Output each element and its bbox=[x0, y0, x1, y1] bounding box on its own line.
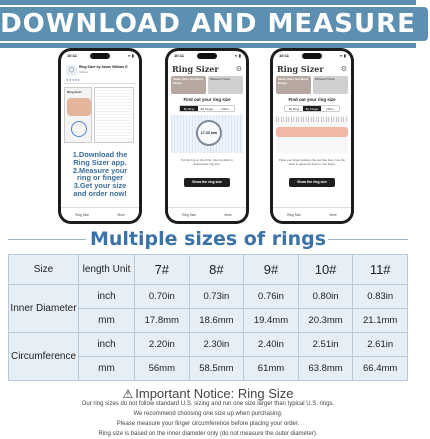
table-cell: 18.6mm bbox=[189, 309, 244, 333]
table-row bbox=[9, 285, 408, 309]
table-cell: 21.1mm bbox=[353, 309, 408, 333]
header-size-11: 11# bbox=[353, 255, 408, 285]
notice-line: Our ring sizes do not follow standard U.S. sizing and run one size larger than typical U.S. rings. bbox=[81, 401, 335, 407]
banner-title: DOWNLOAD AND MEASURE bbox=[0, 5, 430, 43]
tab-ring-size[interactable]: Ring Size bbox=[75, 212, 89, 217]
tab-more[interactable]: More bbox=[117, 212, 125, 217]
show-ring-size-button[interactable]: Show the ring size bbox=[289, 178, 335, 187]
status-time: 10:11 bbox=[174, 53, 185, 58]
app-header-title: Ring Sizer bbox=[277, 63, 324, 74]
app-screenshot-hand bbox=[64, 87, 92, 143]
app-header bbox=[172, 62, 242, 75]
phone-screen bbox=[61, 51, 139, 221]
table-cell: 58.5mm bbox=[189, 357, 244, 381]
screenshot-title: Ring Sizer bbox=[67, 90, 82, 94]
dynamic-island bbox=[197, 53, 217, 59]
tab-by-ring[interactable]: By Ring bbox=[180, 106, 198, 111]
notice-title: Important Notice: Ring Size bbox=[135, 386, 294, 401]
tab-ring-size[interactable]: Ring Size bbox=[287, 212, 301, 217]
table-cell: 0.80in bbox=[298, 285, 353, 309]
header-size-9: 9# bbox=[244, 255, 299, 285]
table-cell: 0.70in bbox=[135, 285, 190, 309]
promo-phones[interactable]: Phones? Free bbox=[313, 76, 348, 94]
table-cell: 0.83in bbox=[353, 285, 408, 309]
ring-size-readout: 17.33 mm bbox=[200, 131, 218, 135]
dynamic-island bbox=[90, 53, 110, 59]
notice-text bbox=[0, 399, 416, 439]
promo-banners bbox=[276, 76, 348, 94]
rating-stars: ★★★★★ bbox=[66, 78, 81, 82]
table-header-row bbox=[9, 255, 408, 285]
promo-banners bbox=[171, 76, 243, 94]
tab-by-finger[interactable]: By Finger bbox=[200, 107, 214, 111]
table-cell: 20.3mm bbox=[298, 309, 353, 333]
table-cell: 2.61in bbox=[353, 333, 408, 357]
step-line: Ring Sizer app. bbox=[73, 157, 127, 167]
phones-showcase bbox=[0, 48, 416, 226]
ring-circle-target[interactable] bbox=[196, 120, 222, 146]
signal-battery-icon: ▪▪ ▮ bbox=[339, 53, 346, 58]
tab-bar bbox=[273, 207, 351, 221]
header-size-10: 10# bbox=[298, 255, 353, 285]
ring-circle-icon bbox=[71, 121, 87, 137]
tab-more[interactable]: More bbox=[329, 212, 337, 217]
table-cell: 66.4mm bbox=[353, 357, 408, 381]
table-cell: 56mm bbox=[135, 357, 190, 381]
show-ring-size-button[interactable]: Show the ring size bbox=[184, 178, 230, 187]
ring-measure-area bbox=[171, 115, 243, 153]
unit-mm: mm bbox=[79, 357, 135, 381]
phone-screen bbox=[168, 51, 246, 221]
table-cell: 19.4mm bbox=[244, 309, 299, 333]
find-size-title: Find out your ring size bbox=[288, 97, 336, 102]
app-screenshot-chart bbox=[94, 87, 134, 143]
promo-phones[interactable]: Phones? Free bbox=[208, 76, 243, 94]
tab-more[interactable]: More bbox=[224, 212, 232, 217]
app-title: Ring Sizer by Jason William G bbox=[79, 65, 128, 69]
tab-other[interactable]: Other bbox=[326, 107, 334, 111]
step-line: 1.Download the bbox=[72, 150, 128, 159]
tab-by-finger[interactable]: By Finger bbox=[303, 106, 321, 111]
step-line: ring or finger bbox=[77, 173, 123, 183]
table-row bbox=[9, 333, 408, 357]
promo-stack-sizer[interactable]: Stack Sizer Get Many Rings! bbox=[276, 76, 311, 94]
ruler-ticks bbox=[276, 117, 348, 122]
status-time: 10:11 bbox=[279, 53, 290, 58]
mode-tabs bbox=[284, 105, 340, 112]
unit-mm: mm bbox=[79, 309, 135, 333]
header-size-8: 8# bbox=[189, 255, 244, 285]
status-time: 10:11 bbox=[67, 53, 78, 58]
tab-ring-size[interactable]: Ring Size bbox=[182, 212, 196, 217]
instruction-text: Place your finger between the two blue lines. Use the slider to adjust the lines to your finger. bbox=[279, 158, 345, 166]
table-cell: 0.76in bbox=[244, 285, 299, 309]
circumference-label: Circumference bbox=[9, 333, 79, 381]
tab-bar bbox=[61, 207, 139, 221]
table-cell: 0.73in bbox=[189, 285, 244, 309]
header-size: Size bbox=[9, 255, 79, 285]
table-cell: 2.40in bbox=[244, 333, 299, 357]
unit-inch: inch bbox=[79, 333, 135, 357]
header-size-7: 7# bbox=[135, 255, 190, 285]
phone-by-finger bbox=[270, 48, 354, 224]
instruction-text: Put the ring on the circle. Use the slider to determinate ring size. bbox=[181, 158, 233, 166]
tab-other[interactable]: Other bbox=[221, 107, 229, 111]
table-cell: 2.20in bbox=[135, 333, 190, 357]
finger-measure-area bbox=[276, 115, 348, 153]
signal-battery-icon: ▪▪ ▮ bbox=[234, 53, 241, 58]
inner-diameter-label: Inner Diameter bbox=[9, 285, 79, 333]
title-divider-right bbox=[328, 239, 408, 240]
top-banner bbox=[0, 0, 416, 48]
app-header bbox=[277, 62, 347, 75]
step-line: 3.Get your size bbox=[73, 181, 127, 191]
step-line: 2.Measure your bbox=[72, 165, 128, 175]
phone-app-store bbox=[58, 48, 142, 224]
finger-image bbox=[276, 127, 348, 137]
notice-line: Ring size is based on the inner diameter only (do not measure the outer diameter). bbox=[98, 431, 318, 437]
warning-icon: ⚠ bbox=[122, 387, 134, 401]
app-subtitle: Utilities bbox=[79, 70, 89, 74]
find-size-title: Find out your ring size bbox=[183, 97, 231, 102]
header-length-unit: length Unit bbox=[79, 255, 135, 285]
unit-inch: inch bbox=[79, 285, 135, 309]
app-header-title: Ring Sizer bbox=[172, 63, 219, 74]
gear-icon[interactable]: ⚙ bbox=[235, 65, 242, 73]
ring-size-table bbox=[8, 254, 408, 381]
table-cell: 2.51in bbox=[298, 333, 353, 357]
mode-tabs bbox=[179, 105, 235, 112]
hand-image bbox=[67, 98, 91, 116]
signal-battery-icon: ▪▪ ▮ bbox=[127, 53, 134, 58]
app-store-card[interactable] bbox=[64, 62, 136, 84]
tab-bar bbox=[168, 207, 246, 221]
dynamic-island bbox=[302, 53, 322, 59]
step-line: and order now! bbox=[73, 188, 127, 198]
ring-app-logo-icon: ◯ bbox=[66, 65, 77, 76]
phone-by-ring bbox=[165, 48, 249, 224]
phone-screen bbox=[273, 51, 351, 221]
gear-icon[interactable]: ⚙ bbox=[340, 65, 347, 73]
notice-line: Please measure your finger circumference before placing your order. bbox=[116, 421, 300, 427]
download-steps bbox=[61, 151, 139, 198]
tab-by-ring[interactable]: By Ring bbox=[288, 107, 300, 111]
table-cell: 63.8mm bbox=[298, 357, 353, 381]
table-cell: 2.30in bbox=[189, 333, 244, 357]
sizes-section-title: Multiple sizes of rings bbox=[89, 228, 327, 250]
notice-line: We recommend choosing one size up when purchasing. bbox=[133, 411, 283, 417]
promo-stack-sizer[interactable]: Stack Sizer Get Many Rings! bbox=[171, 76, 206, 94]
table-cell: 61mm bbox=[244, 357, 299, 381]
table-cell: 17.8mm bbox=[135, 309, 190, 333]
